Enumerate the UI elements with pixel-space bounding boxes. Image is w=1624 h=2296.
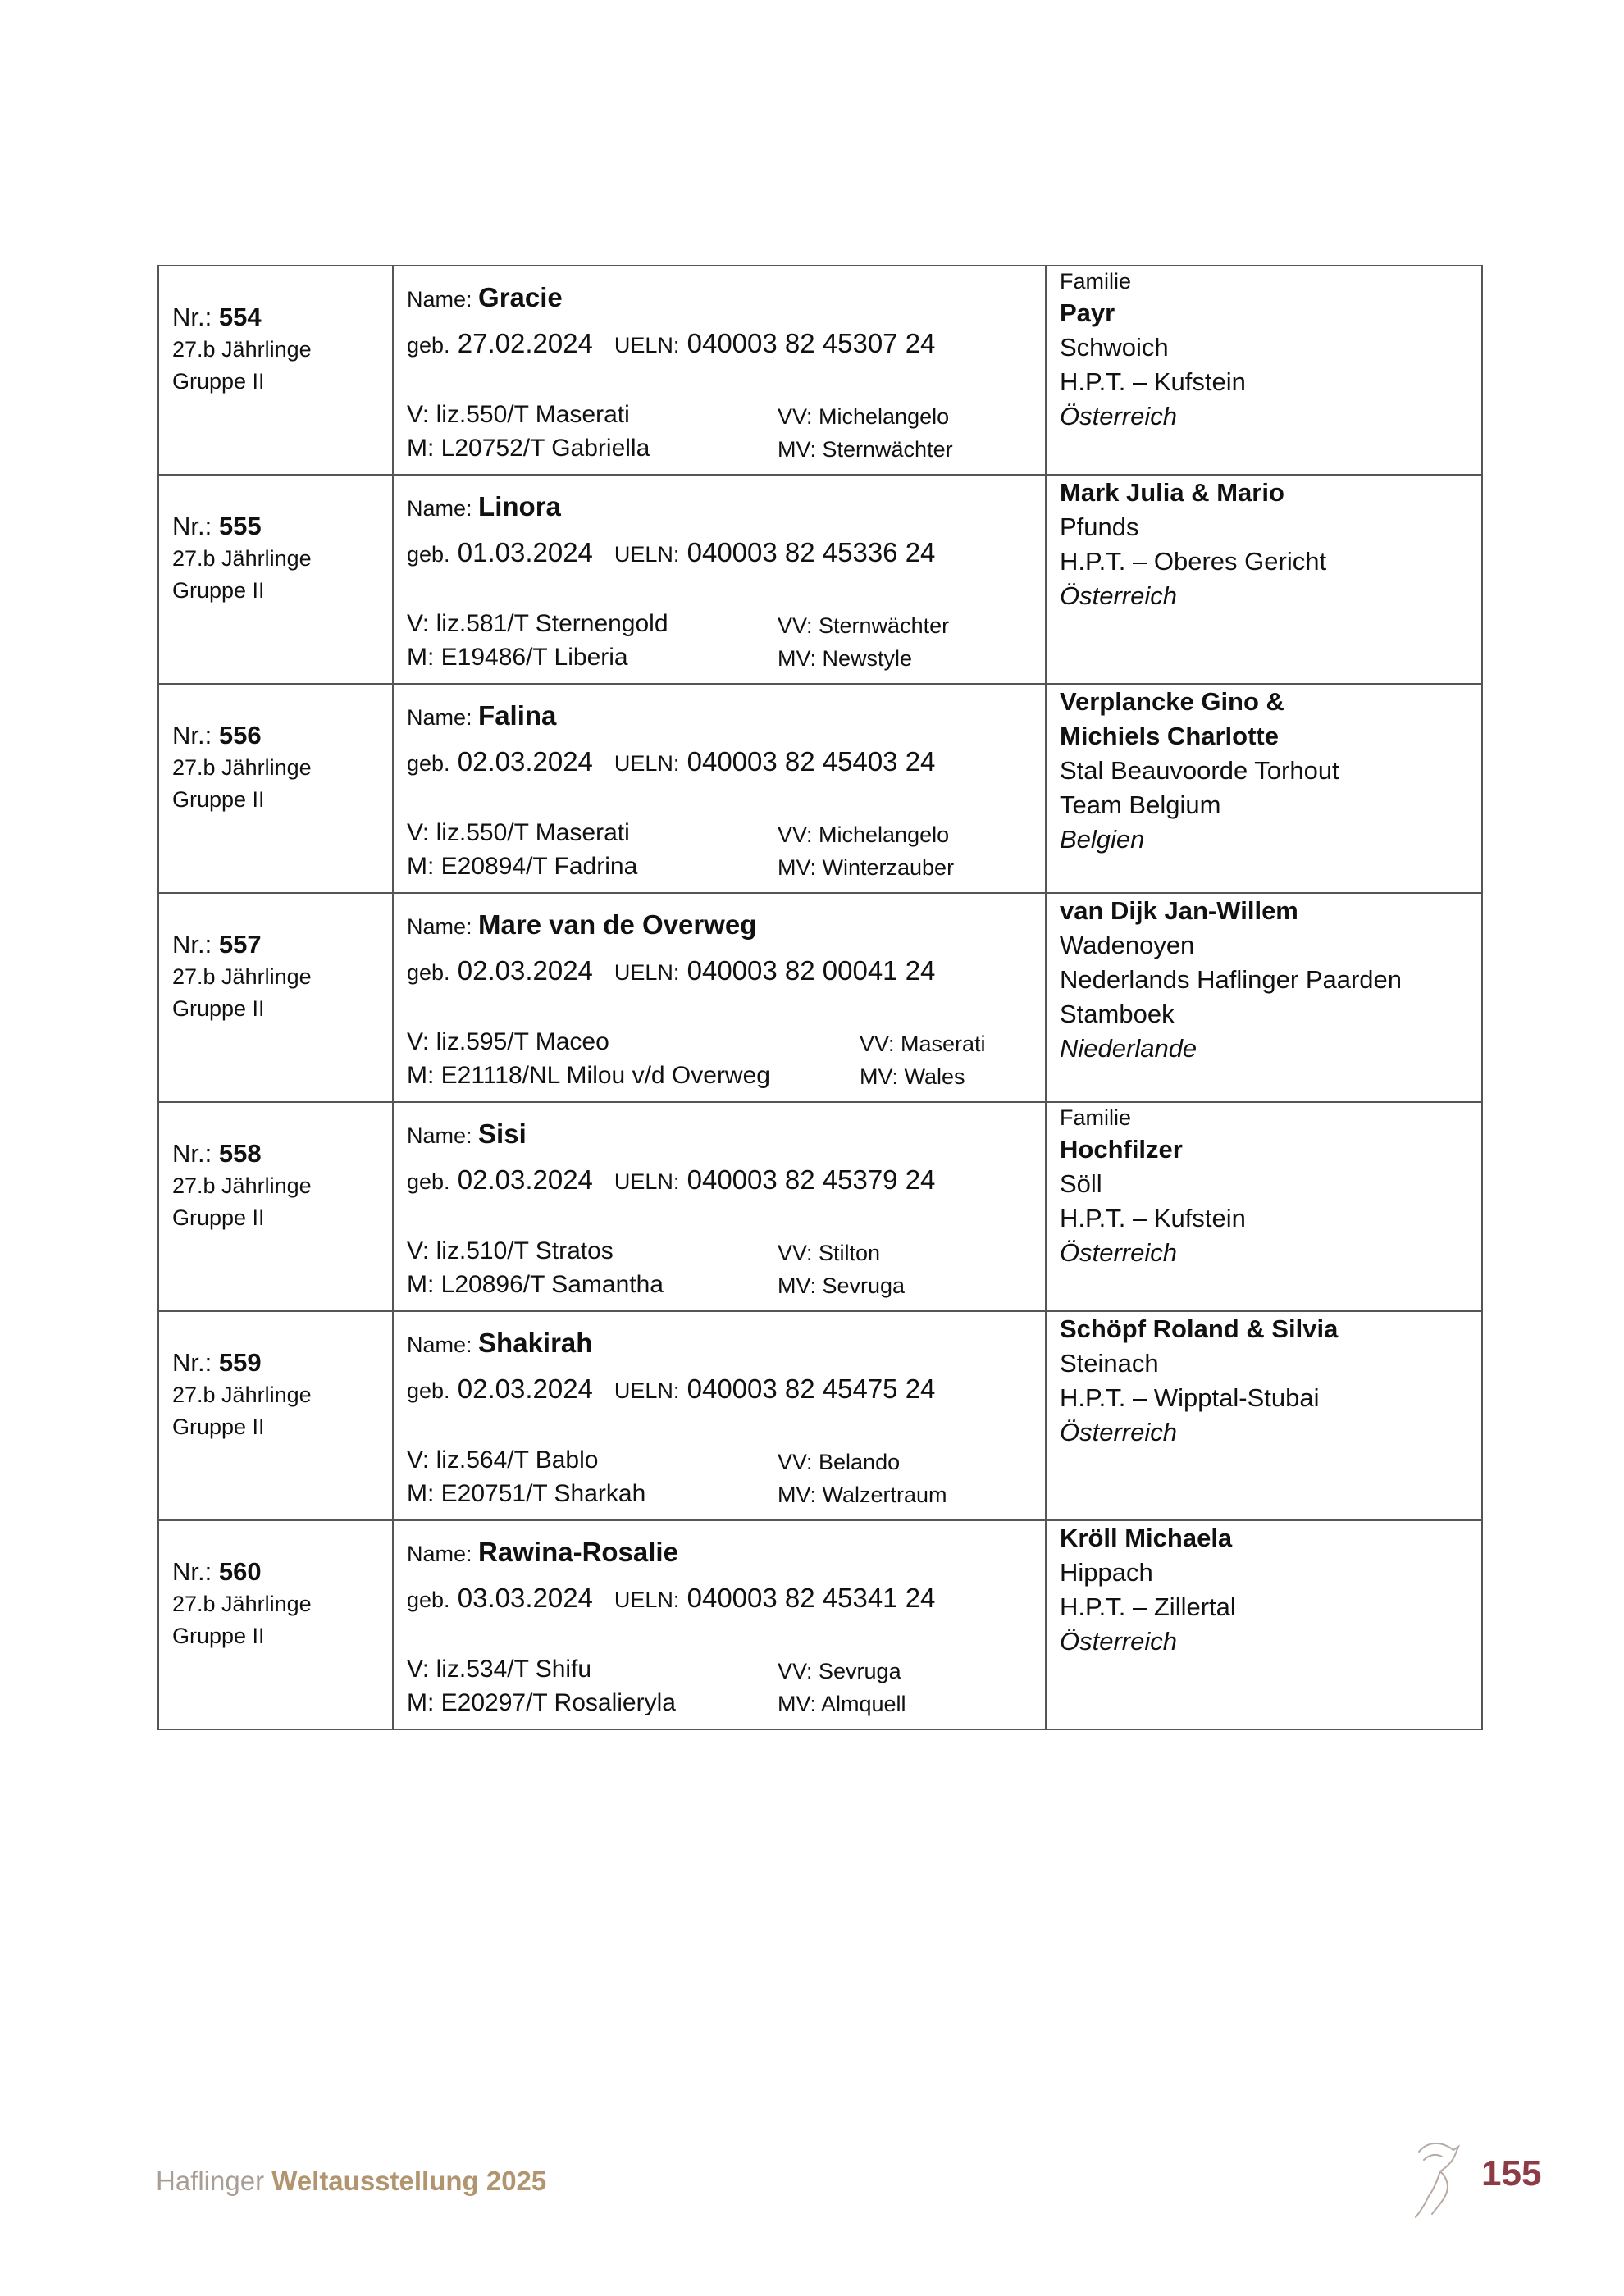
- horse-details-cell: [393, 1311, 1046, 1520]
- sire-sire: VV: Sevruga: [778, 1659, 901, 1683]
- birth-ueln-line: geb. 02.03.2024 UELN: 040003 82 00041 24: [407, 955, 936, 986]
- owner-cell: [1046, 684, 1482, 893]
- dam: M: E19486/T Liberia: [407, 644, 628, 671]
- ueln: 040003 82 45403 24: [687, 746, 936, 777]
- entry-group: Gruppe II: [172, 578, 265, 603]
- sire-sire: VV: Michelangelo: [778, 404, 950, 429]
- owner-line: Belgien: [1060, 825, 1145, 854]
- dam-sire: MV: Sevruga: [778, 1273, 906, 1298]
- sire-sire: VV: Sternwächter: [778, 613, 950, 638]
- grandparents: [778, 400, 953, 466]
- birth-ueln-line: geb. 27.02.2024 UELN: 040003 82 45307 24: [407, 328, 936, 358]
- birth-date: 27.02.2024: [457, 328, 593, 358]
- horse-name: Name: Sisi: [407, 1118, 527, 1149]
- ueln: 040003 82 00041 24: [687, 955, 936, 986]
- entry-class: 27.b Jährlinge: [172, 964, 312, 989]
- entry-row: [158, 1520, 1482, 1729]
- entry-number: Nr.: 555: [172, 512, 262, 540]
- owner-line: Hochfilzer: [1060, 1135, 1183, 1164]
- owner-line: Österreich: [1060, 581, 1177, 610]
- dam-sire: MV: Walzertraum: [778, 1483, 947, 1507]
- dam: M: E21118/NL Milou v/d Overweg: [407, 1062, 770, 1089]
- sire-sire: VV: Stilton: [778, 1241, 881, 1265]
- horse-name: Name: Rawina-Rosalie: [407, 1537, 678, 1567]
- dam: M: L20752/T Gabriella: [407, 435, 650, 462]
- entry-group: Gruppe II: [172, 787, 265, 812]
- horse-details-cell: [393, 475, 1046, 684]
- ueln: 040003 82 45336 24: [687, 537, 936, 567]
- entry-row: [158, 475, 1482, 684]
- horse-name: Name: Mare van de Overweg: [407, 909, 757, 940]
- owner-line: Söll: [1060, 1169, 1102, 1198]
- entry-class: 27.b Jährlinge: [172, 1173, 312, 1198]
- birth-date: 02.03.2024: [457, 955, 593, 986]
- owner-line: Hippach: [1060, 1558, 1153, 1587]
- birth-date: 02.03.2024: [457, 1374, 593, 1404]
- owner-line: Verplancke Gino &: [1060, 687, 1284, 716]
- ueln: 040003 82 45307 24: [687, 328, 936, 358]
- owner-cell: [1046, 1311, 1482, 1520]
- owner-cell: [1046, 266, 1482, 475]
- dam-sire: MV: Winterzauber: [778, 855, 955, 880]
- owner-line: Michiels Charlotte: [1060, 722, 1279, 750]
- birth-ueln-line: geb. 02.03.2024 UELN: 040003 82 45475 24: [407, 1374, 936, 1404]
- owner-line: Schwoich: [1060, 333, 1169, 362]
- entry-row: [158, 1102, 1482, 1311]
- grandparents: [778, 818, 954, 884]
- page-number: 155: [1481, 2153, 1542, 2194]
- owner-cell: [1046, 893, 1482, 1102]
- owner-line: H.P.T. – Kufstein: [1060, 367, 1246, 396]
- owner-line: Payr: [1060, 298, 1115, 327]
- sire: V: liz.564/T Bablo: [407, 1446, 599, 1474]
- horse-details-cell: [393, 1520, 1046, 1729]
- birth-date: 03.03.2024: [457, 1583, 593, 1613]
- entry-row: [158, 266, 1482, 475]
- entry-number-cell: [158, 1102, 393, 1311]
- birth-date: 02.03.2024: [457, 746, 593, 777]
- sire: V: liz.550/T Maserati: [407, 819, 630, 846]
- entry-class: 27.b Jährlinge: [172, 1592, 312, 1616]
- owner-cell: [1046, 475, 1482, 684]
- horse-name: Name: Falina: [407, 700, 557, 731]
- birth-date: 01.03.2024: [457, 537, 593, 567]
- entry-number: Nr.: 554: [172, 303, 262, 331]
- catalog-table: [157, 265, 1483, 1730]
- parents: [407, 1025, 770, 1092]
- horse-logo-icon: [1404, 2135, 1462, 2225]
- owner-line: Wadenoyen: [1060, 931, 1195, 959]
- birth-date: 02.03.2024: [457, 1164, 593, 1195]
- entry-class: 27.b Jährlinge: [172, 755, 312, 780]
- entry-group: Gruppe II: [172, 1414, 265, 1439]
- owner-line: H.P.T. – Kufstein: [1060, 1204, 1246, 1232]
- owner-line: Österreich: [1060, 1418, 1177, 1446]
- horse-details-cell: [393, 684, 1046, 893]
- owner-line: Pfunds: [1060, 512, 1139, 541]
- sire-sire: VV: Belando: [778, 1450, 901, 1474]
- dam: M: E20894/T Fadrina: [407, 853, 638, 880]
- grandparents: [778, 1446, 947, 1511]
- entry-row: [158, 684, 1482, 893]
- birth-ueln-line: geb. 02.03.2024 UELN: 040003 82 45379 24: [407, 1164, 936, 1195]
- grandparents: [778, 609, 949, 675]
- horse-details-cell: [393, 1102, 1046, 1311]
- entry-group: Gruppe II: [172, 1205, 265, 1230]
- sire: V: liz.581/T Sternengold: [407, 610, 668, 637]
- sire: V: liz.595/T Maceo: [407, 1028, 609, 1055]
- horse-name: Name: Shakirah: [407, 1328, 593, 1358]
- owner-line: Team Belgium: [1060, 790, 1221, 819]
- dam: M: L20896/T Samantha: [407, 1271, 664, 1298]
- sire: V: liz.510/T Stratos: [407, 1237, 614, 1264]
- entry-number: Nr.: 560: [172, 1557, 262, 1586]
- sire: V: liz.550/T Maserati: [407, 401, 630, 428]
- entry-row: [158, 893, 1482, 1102]
- owner-line: Nederlands Haflinger Paarden: [1060, 965, 1403, 994]
- sire-sire: VV: Michelangelo: [778, 822, 950, 847]
- entry-class: 27.b Jährlinge: [172, 1383, 312, 1407]
- dam-sire: MV: Wales: [860, 1064, 965, 1089]
- horse-name: Name: Linora: [407, 491, 561, 522]
- parents: [407, 816, 637, 883]
- footer-brand: Haflinger: [156, 2166, 265, 2196]
- dam-sire: MV: Almquell: [778, 1692, 906, 1716]
- owner-line: Niederlande: [1060, 1034, 1197, 1063]
- entry-number: Nr.: 559: [172, 1348, 262, 1377]
- birth-ueln-line: geb. 01.03.2024 UELN: 040003 82 45336 24: [407, 537, 936, 567]
- entry-number-cell: [158, 475, 393, 684]
- entry-number-cell: [158, 684, 393, 893]
- grandparents: [778, 1655, 906, 1720]
- entry-class: 27.b Jährlinge: [172, 337, 312, 362]
- dam: M: E20751/T Sharkah: [407, 1480, 646, 1507]
- parents: [407, 1234, 664, 1301]
- dam: M: E20297/T Rosalieryla: [407, 1689, 676, 1716]
- entry-number-cell: [158, 893, 393, 1102]
- owner-line: H.P.T. – Wipptal-Stubai: [1060, 1383, 1320, 1412]
- entry-group: Gruppe II: [172, 1624, 265, 1648]
- entry-group: Gruppe II: [172, 369, 265, 394]
- owner-line: H.P.T. – Oberes Gericht: [1060, 547, 1327, 576]
- horse-details-cell: [393, 266, 1046, 475]
- dam-sire: MV: Newstyle: [778, 646, 913, 671]
- owner-line: Schöpf Roland & Silvia: [1060, 1314, 1339, 1343]
- parents: [407, 607, 668, 674]
- owner-cell: [1046, 1520, 1482, 1729]
- owner-line: van Dijk Jan-Willem: [1060, 896, 1298, 925]
- grandparents: [860, 1027, 986, 1093]
- sire: V: liz.534/T Shifu: [407, 1656, 592, 1683]
- parents: [407, 1443, 645, 1510]
- entry-number: Nr.: 557: [172, 930, 262, 959]
- entry-group: Gruppe II: [172, 996, 265, 1021]
- owner-line: Kröll Michaela: [1060, 1524, 1233, 1552]
- birth-ueln-line: geb. 02.03.2024 UELN: 040003 82 45403 24: [407, 746, 936, 777]
- ueln: 040003 82 45379 24: [687, 1164, 936, 1195]
- owner-line: Österreich: [1060, 402, 1177, 430]
- owner-line: Österreich: [1060, 1238, 1177, 1267]
- owner-line: Steinach: [1060, 1349, 1159, 1378]
- owner-line: Mark Julia & Mario: [1060, 478, 1284, 507]
- owner-line: Familie: [1060, 269, 1132, 294]
- entry-number-cell: [158, 266, 393, 475]
- entry-number: Nr.: 556: [172, 721, 262, 749]
- owner-line: H.P.T. – Zillertal: [1060, 1592, 1236, 1621]
- sire-sire: VV: Maserati: [860, 1032, 986, 1056]
- entry-class: 27.b Jährlinge: [172, 546, 312, 571]
- entry-number-cell: [158, 1311, 393, 1520]
- ueln: 040003 82 45341 24: [687, 1583, 936, 1613]
- footer-event: Weltausstellung 2025: [271, 2166, 547, 2196]
- entry-number: Nr.: 558: [172, 1139, 262, 1168]
- owner-line: Österreich: [1060, 1627, 1177, 1656]
- birth-ueln-line: geb. 03.03.2024 UELN: 040003 82 45341 24: [407, 1583, 936, 1613]
- dam-sire: MV: Sternwächter: [778, 437, 953, 462]
- ueln: 040003 82 45475 24: [687, 1374, 936, 1404]
- owner-line: Familie: [1060, 1105, 1132, 1130]
- footer-title: [156, 2166, 546, 2197]
- entry-number-cell: [158, 1520, 393, 1729]
- horse-name: Name: Gracie: [407, 282, 563, 312]
- grandparents: [778, 1237, 905, 1302]
- parents: [407, 398, 650, 465]
- parents: [407, 1652, 676, 1720]
- owner-line: Stamboek: [1060, 1000, 1175, 1028]
- owner-line: Stal Beauvoorde Torhout: [1060, 756, 1339, 785]
- entry-row: [158, 1311, 1482, 1520]
- horse-details-cell: [393, 893, 1046, 1102]
- owner-cell: [1046, 1102, 1482, 1311]
